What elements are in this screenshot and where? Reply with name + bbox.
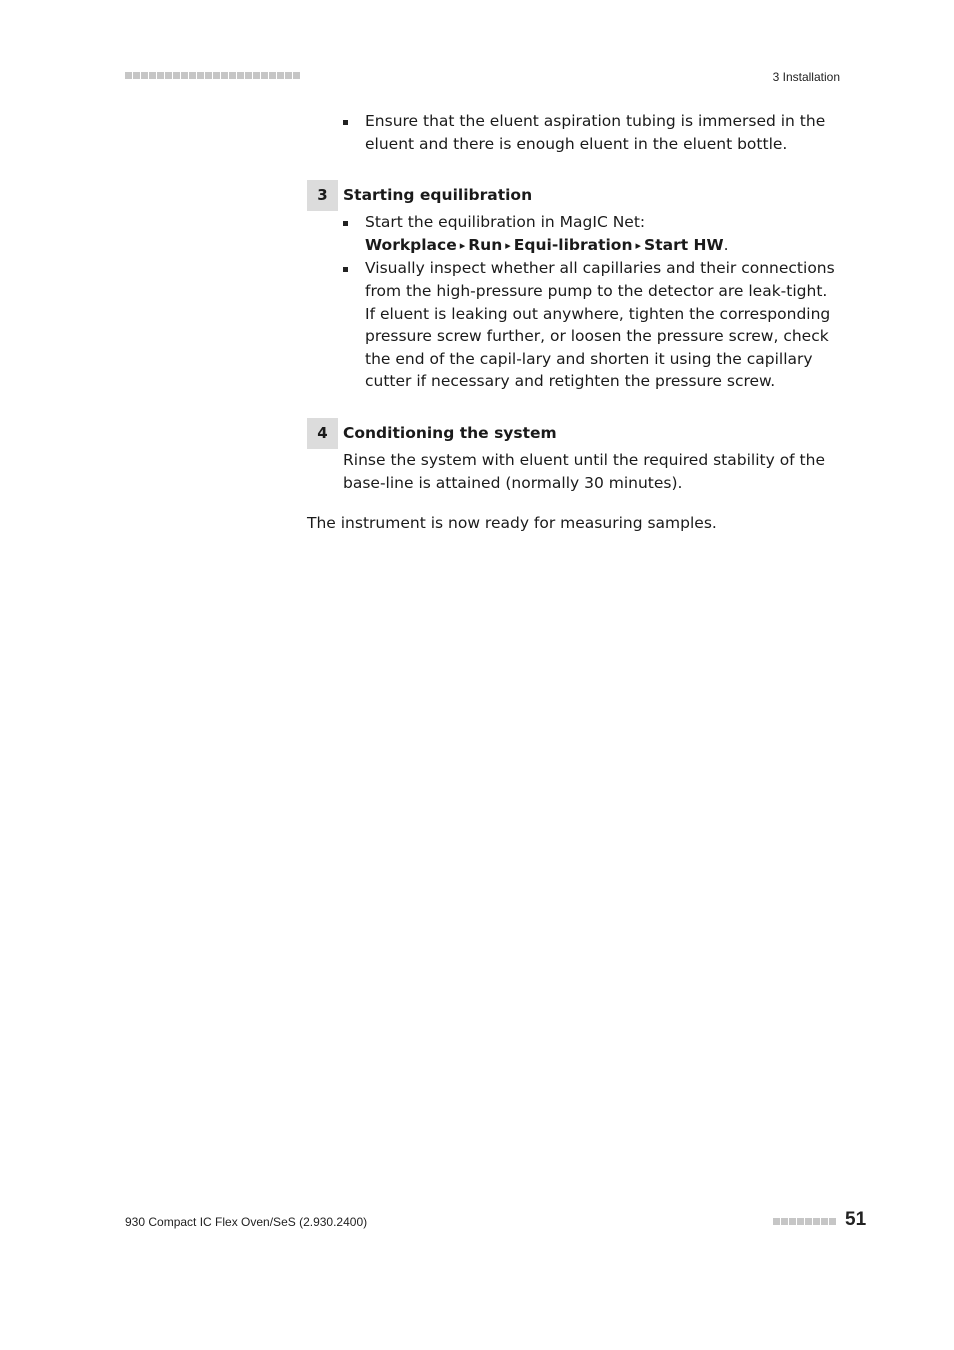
step-title: Starting equilibration: [343, 186, 533, 205]
step-header: [307, 418, 840, 449]
menu-path-workplace: Workplace: [365, 235, 457, 254]
instruction-suffix: .: [723, 235, 729, 254]
document-title: 930 Compact IC Flex Oven/SeS (2.930.2400): [125, 1215, 368, 1229]
arrow-right-icon: ▸: [635, 238, 642, 252]
main-content: [307, 110, 840, 535]
menu-path-start-hw: Start HW: [644, 235, 724, 254]
list-item: [307, 211, 840, 257]
step-number: 4: [307, 418, 338, 449]
footer-decoration: [773, 1218, 836, 1225]
step-number: 3: [307, 180, 338, 211]
menu-path-run: Run: [468, 235, 503, 254]
step-title: Conditioning the system: [343, 423, 557, 442]
closing-paragraph: The instrument is now ready for measuring samples.: [307, 514, 717, 533]
instruction-text: Start the equilibration in MagIC Net:: [365, 213, 646, 232]
list-item: Ensure that the eluent aspiration tubing is immersed in the eluent and there is enough eluent in the eluent bottle.: [307, 110, 840, 155]
step-header: [307, 180, 840, 211]
list-item: Visually inspect whether all capillaries and their connections from the high-pressure pump to the detector are leak-tight. If eluent is leaking out anywhere, tighten the corresponding pressure screw further, or loosen the pressure screw, check the end of the capil-lary and shorten it using the capillary cutter if necessary and retighten the pressure screw.: [307, 257, 840, 393]
step-body: Rinse the system with eluent until the required stability of the base-line is attained (normally 30 minutes).: [343, 450, 825, 492]
arrow-right-icon: ▸: [459, 238, 466, 252]
menu-path-equilibration: Equi-libration: [513, 235, 633, 254]
arrow-right-icon: ▸: [505, 238, 511, 252]
section-title: 3 Installation: [772, 70, 840, 84]
header-decoration: [125, 72, 300, 80]
page-number: 51: [845, 1209, 867, 1230]
